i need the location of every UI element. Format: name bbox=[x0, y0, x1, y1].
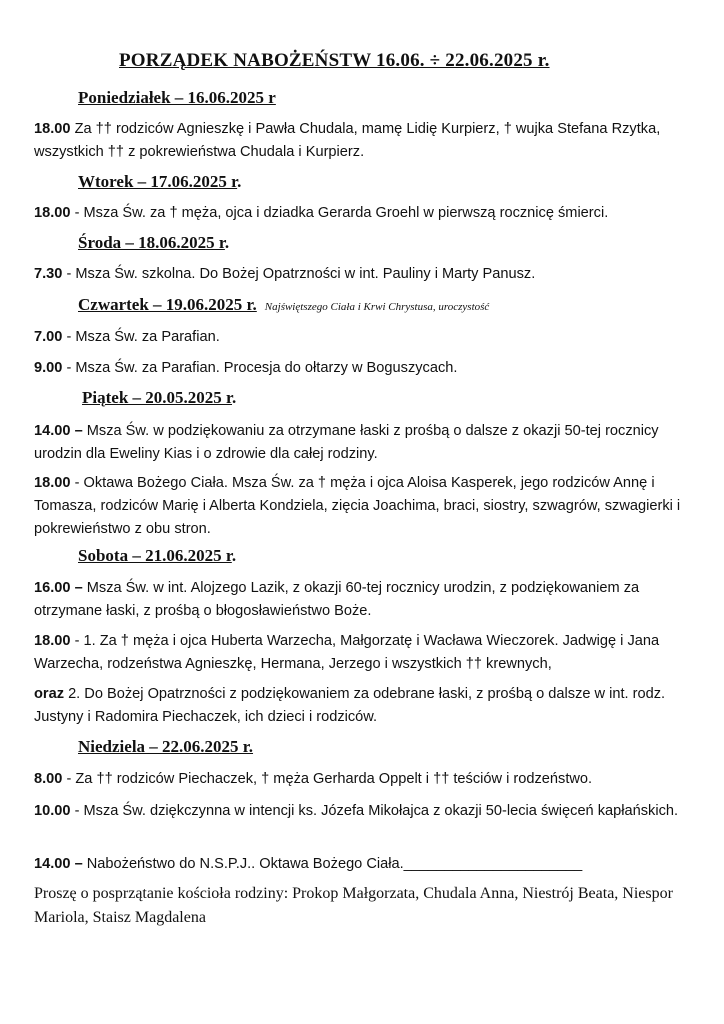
mass-intention: - Za †† rodziców Piechaczek, † męża Gerharda Oppelt i †† teściów i rodzeństwo. bbox=[62, 771, 593, 787]
day-heading-sunday bbox=[78, 737, 253, 757]
mass-time: 14.00 – bbox=[34, 856, 83, 872]
mass-intention: Msza Św. w podziękowaniu za otrzymane łaski z prośbą o dalsze z okazji 50-tej rocznicy urodzin dla Eweliny Kias i o zdrowie dla całej rodziny. bbox=[34, 423, 659, 462]
cleaning-notice: Proszę o posprzątanie kościoła rodziny: Prokop Małgorzata, Chudala Anna, Niestrój Beata, Niespor Mariola, Staisz Magdalena bbox=[34, 885, 673, 926]
day-heading-friday bbox=[82, 388, 236, 408]
day-heading-thursday bbox=[78, 295, 489, 315]
day-heading-tuesday bbox=[78, 172, 241, 192]
mass-intention: Nabożeństwo do N.S.P.J.. Oktawa Bożego Ciała.______________________ bbox=[82, 856, 583, 872]
mass-time: 18.00 bbox=[34, 633, 71, 649]
mass-time: 18.00 bbox=[34, 205, 71, 221]
mass-time: 10.00 bbox=[34, 803, 71, 819]
mass-intention: - Msza Św. za Parafian. bbox=[62, 329, 220, 345]
day-heading-text: Czwartek – 19.06.2025 r. bbox=[78, 295, 257, 314]
mass-entry bbox=[34, 472, 694, 541]
mass-entry bbox=[34, 853, 694, 876]
mass-time: 18.00 bbox=[34, 475, 71, 491]
mass-intention: Za †† rodziców Agnieszkę i Pawła Chudala, mamę Lidię Kurpierz, † wujka Stefana Rzytka, wszystkich †† z pokrewieństwa Chudala i Kurpierz. bbox=[34, 121, 661, 160]
mass-time: 14.00 – bbox=[34, 423, 83, 439]
mass-intention: - 1. Za † męża i ojca Huberta Warzecha, Małgorzatę i Wacława Wieczorek. Jadwigę i Jana Warzecha, rodzeństwa Agnieszkę, Hermana, Jerzego i wszystkich †† krewnych, bbox=[34, 633, 660, 672]
mass-entry bbox=[34, 800, 694, 823]
mass-entry bbox=[34, 420, 694, 466]
mass-entry bbox=[34, 326, 694, 349]
mass-time: 16.00 – bbox=[34, 580, 83, 596]
mass-time: 7.30 bbox=[34, 266, 63, 282]
mass-entry bbox=[34, 768, 694, 791]
mass-entry bbox=[34, 577, 694, 623]
day-heading-suffix: . bbox=[232, 388, 237, 407]
mass-time: 7.00 bbox=[34, 329, 63, 345]
mass-entry bbox=[34, 118, 694, 164]
day-heading-suffix: . bbox=[231, 546, 237, 565]
day-heading-text: Niedziela – 22.06.2025 r. bbox=[78, 737, 254, 756]
mass-time: 9.00 bbox=[34, 360, 63, 376]
mass-entry bbox=[34, 683, 694, 729]
mass-entry bbox=[34, 630, 694, 676]
day-heading-saturday bbox=[78, 546, 236, 566]
day-heading-text: Środa – 18.06.2025 r bbox=[78, 233, 225, 252]
day-heading-suffix: . bbox=[224, 233, 230, 252]
mass-entry bbox=[34, 263, 694, 286]
mass-intention: - Msza Św. za † męża, ojca i dziadka Gerarda Groehl w pierwszą rocznicę śmierci. bbox=[70, 205, 609, 221]
day-heading-suffix: . bbox=[237, 172, 242, 191]
mass-time: oraz bbox=[34, 686, 65, 702]
mass-entry bbox=[34, 357, 694, 380]
mass-intention: - Msza Św. dziękczynna w intencji ks. Józefa Mikołajca z okazji 50-lecia święceń kapłańskich. bbox=[70, 803, 679, 819]
day-heading-wednesday bbox=[78, 233, 229, 253]
mass-intention: Msza Św. w int. Alojzego Lazik, z okazji 60-tej rocznicy urodzin, z podziękowaniem za otrzymane łaski, z prośbą o błogosławieństwo Boże. bbox=[34, 580, 640, 619]
mass-intention: - Oktawa Bożego Ciała. Msza Św. za † męża i ojca Aloisa Kasperek, jego rodziców Annę i Tomasza, rodziców Marię i Alberta Kondziela, zięcia Joachima, braci, siostry, szwagrów, szwagierki i pokrewieństwo z obu stron. bbox=[34, 475, 681, 537]
mass-entry bbox=[34, 202, 694, 225]
day-heading-text: Sobota – 21.06.2025 r bbox=[78, 546, 232, 565]
mass-time: 8.00 bbox=[34, 771, 63, 787]
mass-time: 18.00 bbox=[34, 121, 71, 137]
page-title: PORZĄDEK NABOŻEŃSTW 16.06. ÷ 22.06.2025 r. bbox=[119, 50, 550, 71]
mass-intention: - Msza Św. za Parafian. Procesja do ołtarzy w Boguszycach. bbox=[62, 360, 458, 376]
mass-intention: - Msza Św. szkolna. Do Bożej Opatrzności w int. Pauliny i Marty Panusz. bbox=[62, 266, 536, 282]
mass-intention: 2. Do Bożej Opatrzności z podziękowaniem za odebrane łaski, z prośbą o dalsze w int. rodz. Justyny i Radomira Piechaczek, ich dzieci i rodziców. bbox=[34, 686, 666, 725]
day-heading-monday bbox=[78, 88, 276, 108]
day-heading-text: Wtorek – 17.06.2025 r bbox=[78, 172, 238, 191]
feast-note: Najświętszego Ciała i Krwi Chrystusa, uroczystość bbox=[264, 301, 490, 313]
day-heading-text: Poniedziałek – 16.06.2025 r bbox=[78, 88, 276, 107]
day-heading-text: Piątek – 20.05.2025 r bbox=[82, 388, 233, 407]
